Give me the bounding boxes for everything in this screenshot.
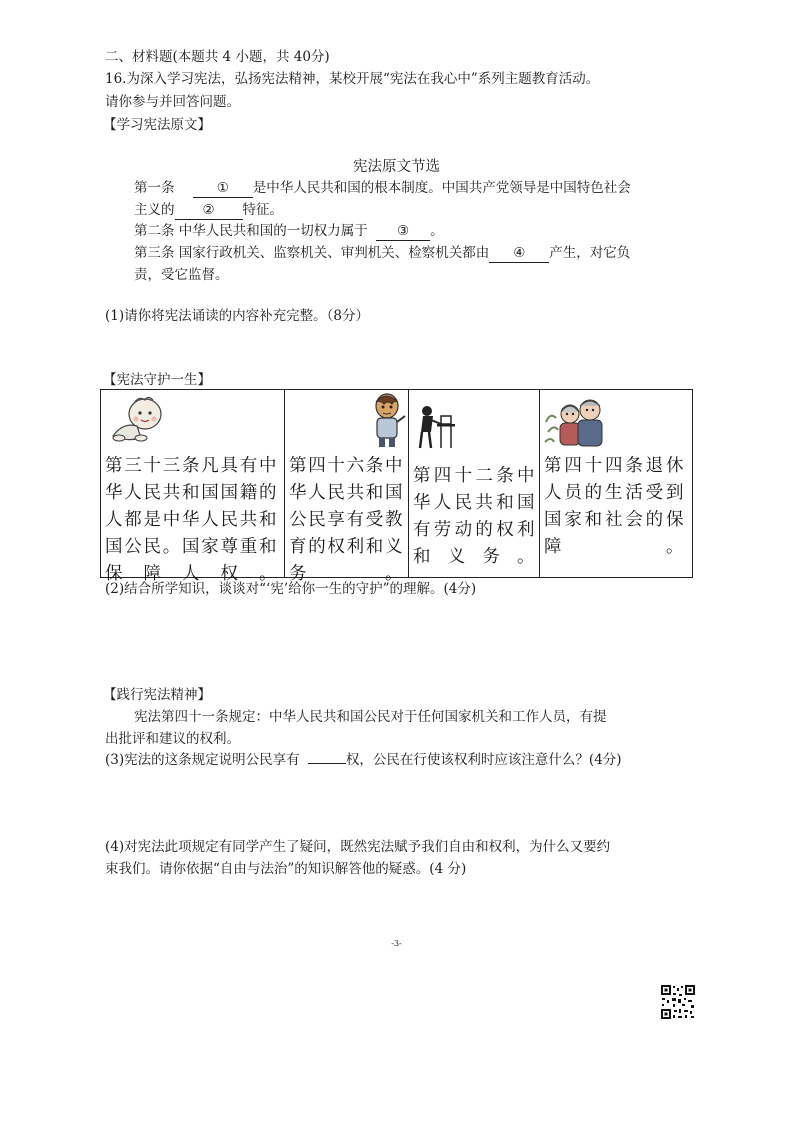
question-1: (1)请你将宪法诵读的内容补充完整。（8分） [105, 308, 369, 324]
blank-4[interactable]: ④ [489, 245, 549, 263]
question-3-prefix: (3)宪法的这条规定说明公民享有 [105, 752, 300, 768]
article-1-line1 [134, 178, 631, 198]
question-16-intro-line1: 16.为深入学习宪法，弘扬宪法精神，某校开展“宪法在我心中”系列主题教育活动。 [105, 71, 600, 87]
life-cell-baby [101, 390, 285, 584]
article-2-text: 第二条 中华人民共和国的一切权力属于 [134, 223, 368, 239]
elderly-couple-icon [542, 392, 612, 448]
excerpt-title: 宪法原文节选 [353, 159, 440, 175]
material-line2: 出批评和建议的权利。 [105, 731, 240, 747]
article-3-line2: 责，受它监督。 [134, 267, 229, 283]
question-4-line2: 束我们。请你依据“自由与法治”的知识解答他的疑惑。(4 分) [105, 861, 467, 877]
article-3-line1 [134, 243, 630, 263]
qr-code-icon [660, 984, 696, 1020]
question-16-intro-line2: 请你参与并回答问题。 [105, 94, 240, 110]
article-1-line2-prefix: 主义的 [134, 202, 175, 218]
section-header: 二、材料题(本题共 4 小题，共 40分) [105, 49, 330, 65]
part1-heading: 【学习宪法原文】 [103, 117, 211, 133]
life-cell-worker [409, 390, 540, 578]
article-1-prefix: 第一条 [134, 180, 175, 196]
question-3-suffix: 权，公民在行使该权利时应该注意什么？(4分) [345, 752, 622, 768]
page-number: -3- [391, 939, 402, 948]
article-44-text: 第四十四条退休人员的生活受到国家和社会的保障。 [544, 456, 684, 557]
article-2-line [134, 221, 444, 241]
question-3 [105, 750, 622, 770]
life-stage-table [100, 389, 693, 584]
question-4-line1: (4)对宪法此项规定有同学产生了疑问，既然宪法赋予我们自由和权利，为什么又要约 [105, 839, 611, 855]
article-42-text: 第四十二条中华人民共和国有劳动的权利和义务。 [413, 466, 535, 567]
life-cell-student [285, 390, 409, 584]
article-46-text: 第四十六条中华人民共和国公民享有受教育的权利和义务。 [289, 456, 403, 584]
material-line1: 宪法第四十一条规定：中华人民共和国公民对于任何国家机关和工作人员，有提 [134, 709, 607, 725]
blank-right[interactable] [308, 763, 346, 764]
article-3-text: 第三条 国家行政机关、监察机关、审判机关、检察机关都由 [134, 245, 490, 261]
article-3-suffix: 产生，对它负 [549, 245, 631, 261]
student-icon [371, 392, 407, 450]
question-2: (2)结合所学知识，谈谈对“‘宪’给你一生的守护”的理解。(4分) [105, 581, 477, 597]
article-1-rest: 是中华人民共和国的根本制度。中国共产党领导是中国特色社会 [252, 180, 631, 196]
article-1-line2 [134, 200, 283, 220]
blank-1[interactable]: ① [193, 180, 253, 198]
article-33-text: 第三十三条凡具有中华人民共和国国籍的人都是中华人民共和国公民。国家尊重和保障人权。 [105, 456, 277, 584]
part2-heading: 【宪法守护一生】 [103, 372, 211, 388]
article-2-suffix: 。 [430, 223, 444, 239]
part3-heading: 【践行宪法精神】 [103, 687, 211, 703]
worker-icon [413, 404, 457, 450]
life-cell-elderly [540, 390, 693, 578]
blank-2[interactable]: ② [175, 202, 243, 220]
baby-icon [105, 394, 169, 444]
article-1-line2-suffix: 特征。 [242, 202, 283, 218]
blank-3[interactable]: ③ [376, 223, 430, 241]
